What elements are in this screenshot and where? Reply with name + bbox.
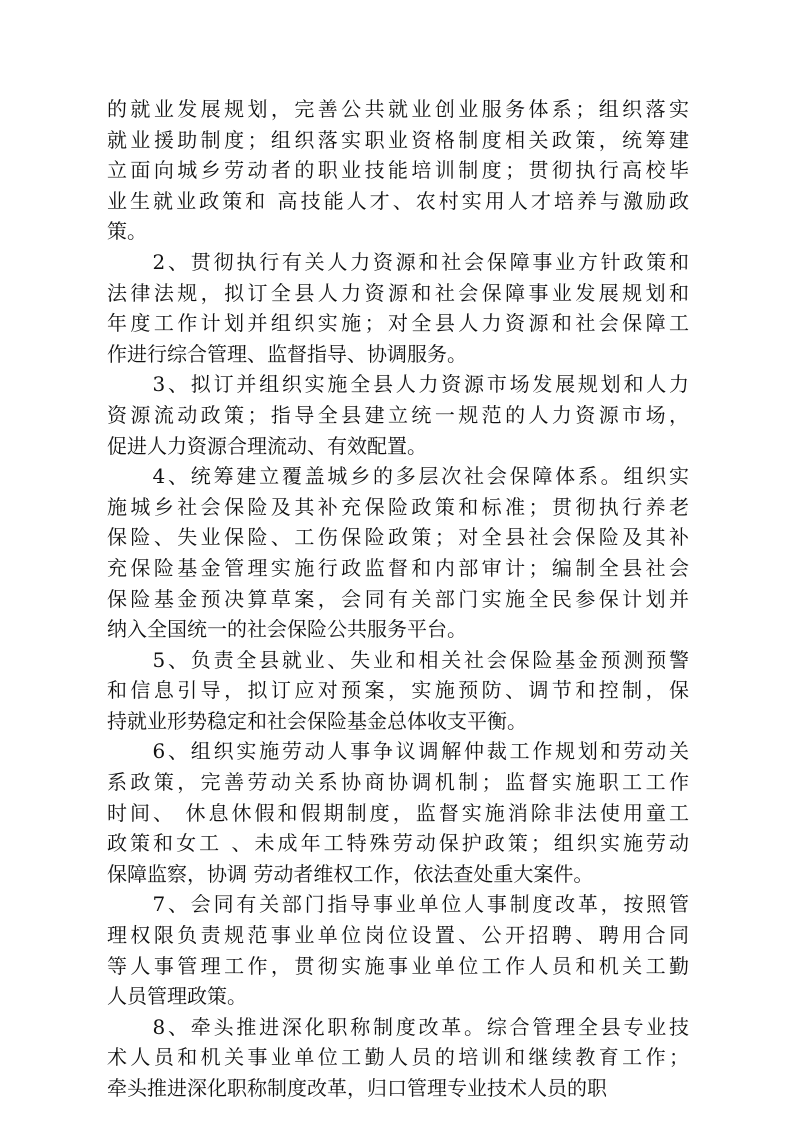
text-line: 年度工作计划并组织实施；对全县人力资源和社会保障工 — [107, 311, 689, 336]
text-line: 业生就业政策和 高技能人才、农村实用人才培养与激励政 — [107, 188, 689, 213]
text-line: 7、会同有关部门指导事业单位人事制度改革，按照管 — [107, 892, 689, 917]
text-line: 2、贯彻执行有关人力资源和社会保障事业方针政策和 — [107, 249, 689, 274]
paragraph-item-7 — [107, 889, 689, 1011]
paragraph-item-2 — [107, 247, 689, 369]
text-line: 3、拟订并组织实施全县人力资源市场发展规划和人力 — [107, 372, 689, 397]
text-line: 4、统筹建立覆盖城乡的多层次社会保障体系。组织实 — [107, 464, 689, 489]
text-line: 保险、失业保险、工伤保险政策；对全县社会保险及其补 — [107, 525, 689, 550]
text-line: 充保险基金管理实施行政监督和内部审计；编制全县社会 — [107, 555, 689, 580]
paragraph-item-3 — [107, 369, 689, 461]
text-line: 术人员和机关事业单位工勤人员的培训和继续教育工作； — [107, 1045, 689, 1070]
text-line: 的就业发展规划，完善公共就业创业服务体系；组织落实 — [107, 97, 689, 121]
text-line: 就业援助制度；组织落实职业资格制度相关政策，统筹建 — [107, 127, 689, 152]
text-line: 牵头推进深化职称制度改革，归口管理专业技术人员的职 — [107, 1076, 607, 1100]
text-line: 人员管理政策。 — [107, 984, 247, 1009]
text-line: 理权限负责规范事业单位岗位设置、公开招聘、聘用合同 — [107, 923, 689, 948]
text-line: 8、牵头推进深化职称制度改革。综合管理全县专业技 — [107, 1014, 689, 1039]
text-line: 时间、 休息休假和假期制度，监督实施消除非法使用童工 — [107, 800, 689, 825]
text-line: 资源流动政策；指导全县建立统一规范的人力资源市场， — [107, 402, 689, 427]
text-line: 纳入全国统一的社会保险公共服务平台。 — [107, 617, 467, 642]
text-line: 保险基金预决算草案，会同有关部门实施全民参保计划并 — [107, 586, 689, 611]
text-line: 法律法规，拟订全县人力资源和社会保障事业发展规划和 — [107, 280, 689, 305]
text-line: 6、组织实施劳动人事争议调解仲裁工作规划和劳动关 — [107, 739, 689, 764]
text-line: 等人事管理工作，贯彻实施事业单位工作人员和机关工勤 — [107, 953, 689, 978]
text-line: 和信息引导，拟订应对预案，实施预防、调节和控制，保 — [107, 678, 689, 703]
text-line: 作进行综合管理、监督指导、协调服务。 — [107, 341, 467, 366]
text-line: 系政策，完善劳动关系协商协调机制；监督实施职工工作 — [107, 770, 689, 795]
text-line: 保障监察，协调 劳动者维权工作，依法查处重大案件。 — [107, 861, 594, 886]
text-line: 策。 — [107, 219, 147, 244]
text-line: 促进人力资源合理流动、有效配置。 — [107, 433, 427, 458]
text-line: 政策和女工 、未成年工特殊劳动保护政策；组织实施劳动 — [107, 831, 689, 856]
paragraph-item-4 — [107, 461, 689, 645]
text-line: 立面向城乡劳动者的职业技能培训制度；贯彻执行高校毕 — [107, 158, 689, 183]
paragraph-item-6 — [107, 736, 689, 889]
text-line: 施城乡社会保险及其补充保险政策和标准；贯彻执行养老 — [107, 494, 689, 519]
paragraph-item-5 — [107, 645, 689, 737]
text-line: 持就业形势稳定和社会保险基金总体收支平衡。 — [107, 708, 527, 733]
body-text — [107, 94, 689, 1104]
paragraph-continuation — [107, 94, 689, 247]
text-line: 5、负责全县就业、失业和相关社会保险基金预测预警 — [107, 647, 689, 672]
paragraph-item-8 — [107, 1012, 689, 1104]
